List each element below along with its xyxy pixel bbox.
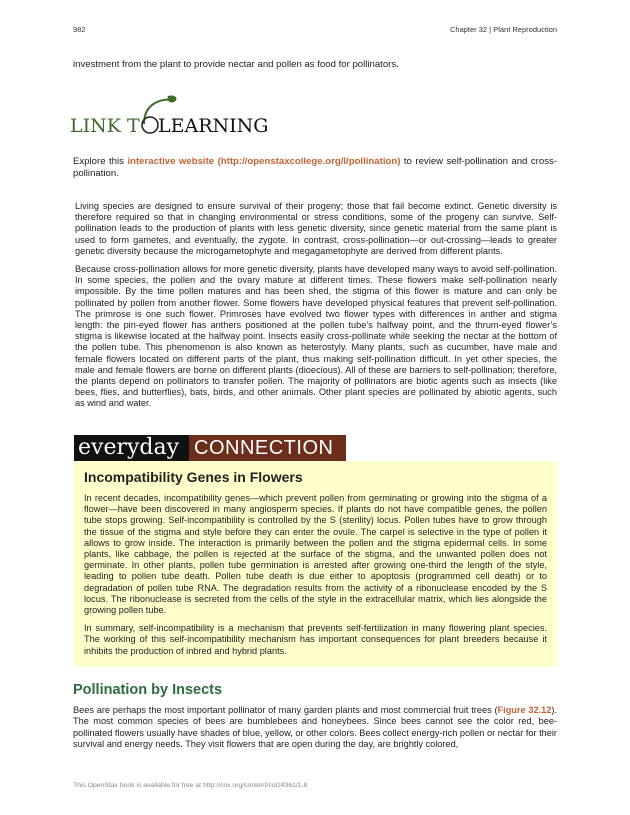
- callout-paragraph-2: In summary, self-incompatibility is a mechanism that prevents self-fertilization in many flowering plant species. The working of this self-incompatibility mechanism has important consequences for plant breeders because it inhibits the production of inbred and hybrid plants.: [84, 623, 547, 656]
- explore-before: Explore this: [73, 156, 128, 167]
- section-title: Pollination by Insects: [73, 682, 223, 698]
- chapter-header: Chapter 32 | Plant Reproduction: [449, 25, 557, 34]
- explore-text: [73, 156, 557, 180]
- footer-text: This OpenStax book is available for free at http://cnx.org/content/col24361/1.8: [73, 782, 308, 789]
- pollination-website-link[interactable]: interactive website (http://openstaxcollege.org/l/pollination): [127, 156, 401, 167]
- logo-text-link: LINK T: [70, 115, 140, 137]
- section-text-after: ). The most common species of bees are bumblebees and honeybees. Since bees cannot see the color red, bee-pollinated flowers usually have shades of blue, yellow, or other colors. Bees collect energy-rich pollen or nectar for their survival and energy needs. They visit flowers that are open during the day, are brightly colored,: [73, 705, 558, 750]
- intro-text: investment from the plant to provide nectar and pollen as food for pollinators.: [73, 59, 399, 70]
- banner-everyday: everyday: [74, 435, 189, 461]
- explore-after: to review self-pollination and cross-pollination.: [73, 156, 557, 179]
- everyday-connection-banner: [74, 435, 346, 461]
- everyday-connection-box: [74, 461, 557, 667]
- section-text-before: Bees are perhaps the most important pollinator of many garden plants and most commercial fruit trees (: [73, 705, 498, 715]
- callout-paragraph-1: In recent decades, incompatibility genes—which prevent pollen from germinating or growing into the stigma of a flower—have been discovered in many angiosperm species. If plants do not have compatible genes, the pollen tube stops growing. Self-incompatibility is controlled by the S (sterility) locus. Pollen tubes have to grow through the tissue of the stigma and style before they can enter the ovule. The carpel is selective in the type of pollen it allows to grow inside. The interaction is primarily between the pollen and the stigma epidermal cells. In some plants, like cabbage, the pollen is rejected at the surface of the stigma, and the unwanted pollen does not germinate. In other plants, pollen tube germination is arrested after growing one-third the length of the style, leading to pollen tube death. Pollen tube death is due either to apoptosis (programmed cell death) or to degradation of pollen tube RNA. The degradation results from the activity of a ribonuclease encoded by the S locus. The ribonuclease is secreted from the cells of the style in the extracellular matrix, which lies alongside the growing pollen tube.: [84, 493, 547, 616]
- banner-connection: CONNECTION: [189, 435, 346, 461]
- paragraph-genetic-diversity: Living species are designed to ensure survival of their progeny; those that fail become extinct. Genetic diversity is therefore required so that in changing environmental or stress conditions, some of the progeny can survive. Self-pollination leads to the production of plants with less genetic diversity, since genetic material from the same plant is used to form gametes, and eventually, the zygote. In contrast, cross-pollination—or out-crossing—leads to greater genetic diversity because the microgametophyte and megagametophyte are derived from different plants.: [75, 201, 557, 256]
- paragraph-cross-pollination: Because cross-pollination allows for more genetic diversity, plants have developed many ways to avoid self-pollination. In some species, the pollen and the ovary mature at different times. These flowers make self-pollination nearly impossible. By the time pollen matures and has been shed, the stigma of this flower is mature and can only be pollinated by pollen from another flower. Some flowers have developed physical features that prevent self-pollination. The primrose is one such flower. Primroses have evolved two flower types with differences in anther and stigma length: the pin-eyed flower has anthers positioned at the pollen tube’s halfway point, and the thrum-eyed flower’s stigma is likewise located at the halfway point. Insects easily cross-pollinate while seeking the nectar at the bottom of the pollen tube. This phenomenon is also known as heterostyly. Many plants, such as cucumber, have male and female flowers located on different parts of the plant, thus making self-pollination difficult. In yet other species, the male and female flowers are borne on different plants (dioecious). All of these are barriers to self-pollination; therefore, the plants depend on pollinators to transfer pollen. The majority of pollinators are biotic agents such as insects (like bees, flies, and butterflies), bats, birds, and other animals. Other plant species are pollinated by abiotic agents, such as wind and water.: [75, 264, 557, 409]
- callout-title: Incompatibility Genes in Flowers: [84, 469, 303, 485]
- logo-text-learning: LEARNING: [158, 115, 269, 137]
- figure-reference-link[interactable]: Figure 32.12: [497, 705, 552, 715]
- section-text: [73, 705, 557, 751]
- link-to-learning-logo: [70, 92, 269, 138]
- page-number: 982: [73, 25, 86, 34]
- main-body: [75, 201, 557, 417]
